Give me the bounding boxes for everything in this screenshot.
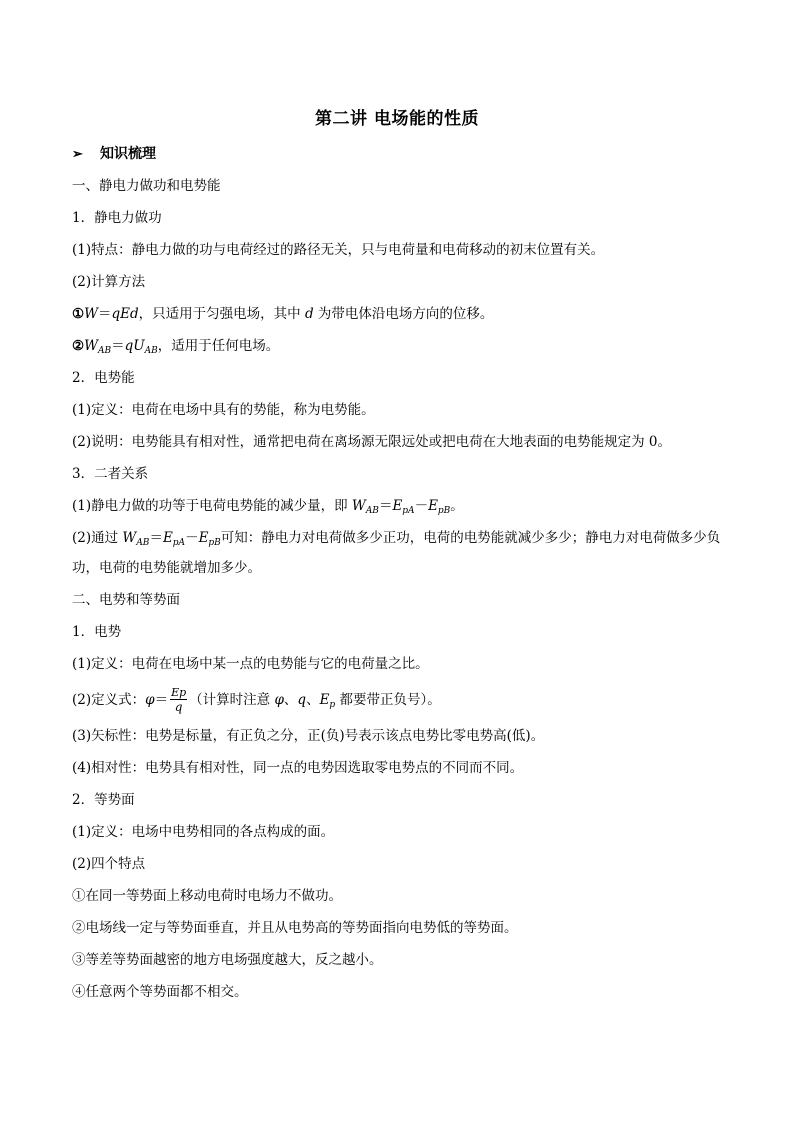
formula-eq: ＝ <box>378 498 393 514</box>
paragraph: (4)相对性：电势具有相对性，同一点的电势因选取零电势点的不同而不同。 <box>72 760 524 776</box>
subsection-heading: 2．电势能 <box>72 370 135 386</box>
text: ，只适用于匀强电场，其中 <box>138 306 305 322</box>
subsection-heading: 1．电势 <box>72 624 122 640</box>
subsection-heading: 2．等势面 <box>72 792 135 808</box>
circled-number: ① <box>72 306 85 322</box>
paragraph: 功，电荷的电势能就增加多少。 <box>72 560 261 576</box>
paragraph: (1)定义：电场中电势相同的各点构成的面。 <box>72 824 335 840</box>
text: (2)定义式： <box>72 692 146 708</box>
section-heading: 二、电势和等势面 <box>72 592 180 608</box>
text: 都要带正负号）。 <box>335 692 441 708</box>
paragraph: (2)说明：电势能具有相对性，通常把电荷在离场源无限远处或把电荷在大地表面的电势能规定为 0。 <box>72 434 672 450</box>
text: (1)静电力做的功等于电荷电势能的减少量，即 <box>72 498 352 514</box>
formula-var: W <box>84 306 98 322</box>
formula-sub: pB <box>437 506 451 516</box>
formula-op: － <box>185 530 199 546</box>
circled-number: ② <box>72 338 85 354</box>
formula-line <box>72 528 720 553</box>
formula-sub: pA <box>172 538 186 548</box>
fraction-denominator: q <box>174 700 183 714</box>
formula-var: φ <box>274 692 284 708</box>
formula-var: W <box>122 530 137 546</box>
list-item: ①在同一等势面上移动电荷时电场力不做功。 <box>72 888 342 904</box>
formula-eq: ＝ <box>154 692 169 708</box>
formula-eq: ＝ <box>111 338 125 354</box>
formula-sub: p <box>329 700 336 710</box>
paragraph: (1)定义：电荷在电场中具有的势能，称为电势能。 <box>72 402 375 418</box>
section-heading: 一、静电力做功和电势能 <box>72 178 221 194</box>
text: 。 <box>450 498 464 514</box>
formula-sub: pA <box>402 506 415 516</box>
list-item: ④任意两个等势面都不相交。 <box>72 984 248 1000</box>
formula-line <box>72 336 279 361</box>
text: ，适用于任何电场。 <box>157 338 280 354</box>
fraction <box>170 687 187 714</box>
page-title: 第二讲 电场能的性质 <box>315 109 479 129</box>
formula-var: q <box>297 692 307 708</box>
text: (2)通过 <box>72 530 123 546</box>
fraction-numerator: Ep <box>171 686 187 699</box>
formula-op: － <box>414 498 429 514</box>
formula-var: E <box>319 692 330 708</box>
formula-line <box>72 496 464 521</box>
paragraph: (1)定义：电荷在电场中某一点的电势能与它的电荷量之比。 <box>72 656 429 672</box>
subsection-heading: 3．二者关系 <box>72 466 149 482</box>
formula-sub: AB <box>136 538 150 548</box>
knowledge-heading-text: 知识梳理 <box>100 146 156 162</box>
text: 为带电体沿电场方向的位移。 <box>313 306 494 322</box>
formula-var: W <box>84 338 98 354</box>
paragraph: (1)特点：静电力做的功与电荷经过的路径无关，只与电荷量和电荷移动的初末位置有关。 <box>72 242 605 258</box>
formula-var: E <box>198 530 209 546</box>
subsection-heading: 1．静电力做功 <box>72 210 162 226</box>
paragraph: (2)计算方法 <box>72 274 146 290</box>
formula-var: E <box>428 498 438 514</box>
formula-var: φ <box>145 692 155 708</box>
paragraph: (3)矢标性：电势是标量，有正负之分，正(负)号表示该点电势比零电势高(低)。 <box>72 728 545 744</box>
formula-var: W <box>351 498 366 514</box>
text: 、 <box>306 692 320 708</box>
formula-eq: ＝ <box>149 530 163 546</box>
text: 、 <box>283 692 298 708</box>
formula-sub: pB <box>208 538 221 548</box>
formula-sub: AB <box>365 506 379 516</box>
formula-sub: AB <box>98 346 112 356</box>
formula-var: E <box>162 530 173 546</box>
formula-line <box>72 304 493 324</box>
text: 可知：静电力对电荷做多少正功，电荷的电势能就减少多少；静电力对电荷做多少负 <box>220 530 721 546</box>
formula-var: d <box>304 306 314 322</box>
paragraph: (2)四个特点 <box>72 856 146 872</box>
formula-line <box>72 686 441 719</box>
formula-eq: ＝ <box>98 306 112 322</box>
list-item: ②电场线一定与等势面垂直，并且从电势高的等势面指向电势低的等势面。 <box>72 920 518 936</box>
formula-var: qU <box>124 338 145 354</box>
arrow-bullet-icon: ➢ <box>72 147 83 162</box>
text: （计算时注意 <box>189 692 275 708</box>
formula-var: E <box>392 498 403 514</box>
formula-var: qEd <box>111 306 139 322</box>
knowledge-heading <box>72 144 156 165</box>
formula-sub: AB <box>144 346 158 356</box>
list-item: ③等差等势面越密的地方电场强度越大，反之越小。 <box>72 952 383 968</box>
